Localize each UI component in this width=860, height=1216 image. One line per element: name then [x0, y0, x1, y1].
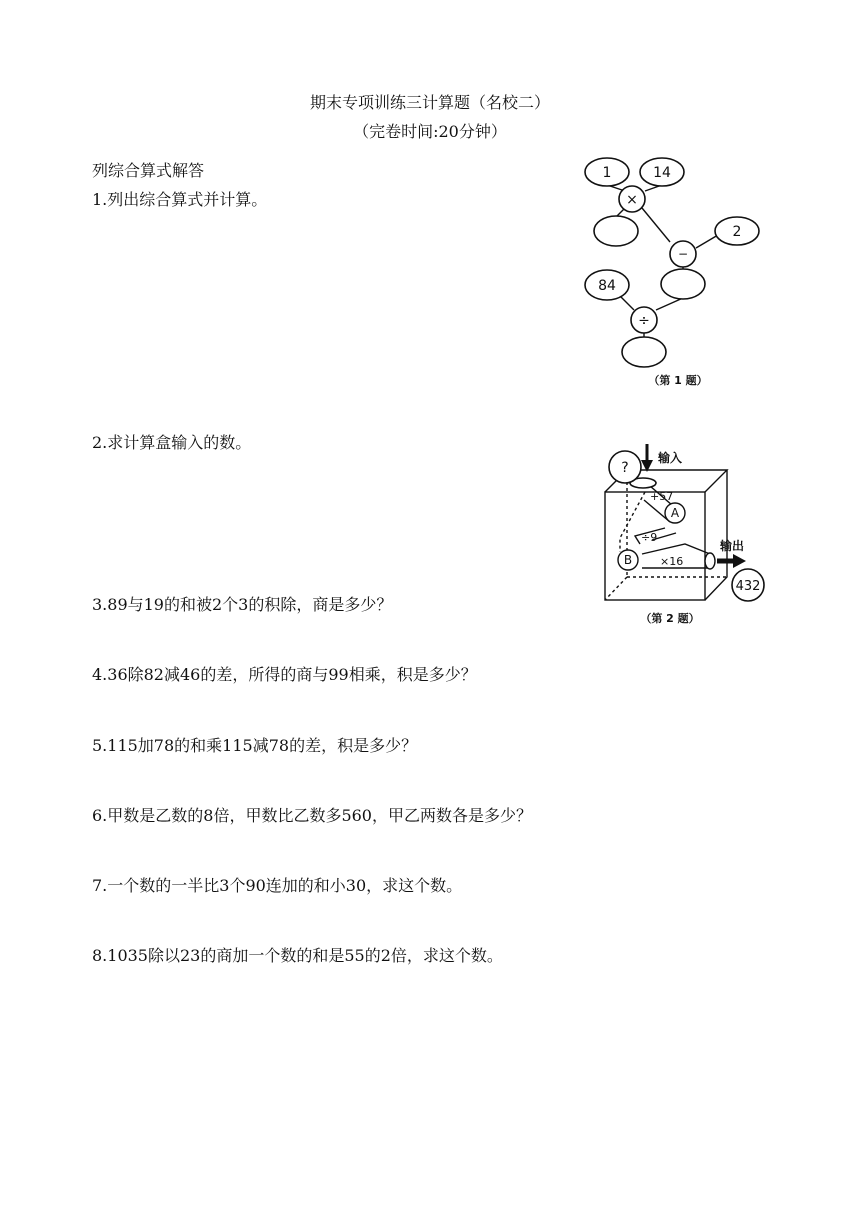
section-heading: 列综合算式解答	[92, 161, 205, 180]
node-a-label: A	[670, 506, 680, 520]
figure-1-caption: （第 1 题）	[648, 374, 708, 387]
unknown-input-label: ?	[621, 460, 629, 476]
question-5: 5.115加78的和乘115减78的差，积是多少？	[92, 736, 418, 755]
page-title: 期末专项训练三计算题（名校二）	[309, 93, 550, 112]
question-1: 1.列出综合算式并计算。	[92, 190, 268, 209]
minus-symbol: −	[677, 247, 689, 261]
answer-blank-2	[661, 269, 705, 299]
figure-2-caption: （第 2 题）	[640, 612, 700, 625]
output-value: 432	[735, 579, 761, 594]
answer-blank-3	[622, 337, 666, 367]
figure-2-diagram	[600, 440, 785, 630]
divide-9-label: ÷9	[641, 531, 658, 544]
question-2: 2.求计算盒输入的数。	[92, 433, 252, 452]
label-2: 2	[732, 224, 742, 240]
label-1: 1	[602, 165, 612, 181]
input-label: 输入	[658, 451, 683, 465]
add-57-label: +57	[650, 490, 674, 503]
question-8: 8.1035除以23的商加一个数的和是55的2倍，求这个数。	[92, 946, 503, 965]
output-label: 输出	[720, 539, 745, 553]
page-subtitle: （完卷时间:20分钟）	[353, 122, 507, 141]
answer-blank-1	[594, 216, 638, 246]
multiply-symbol: ×	[626, 192, 638, 208]
divide-symbol: ÷	[638, 313, 650, 329]
question-7: 7.一个数的一半比3个90连加的和小30，求这个数。	[92, 876, 463, 895]
multiply-16-label: ×16	[660, 555, 684, 568]
question-4: 4.36除82减46的差，所得的商与99相乘，积是多少？	[92, 665, 477, 684]
figure-1-diagram	[570, 150, 770, 395]
node-b-label: B	[623, 553, 633, 567]
label-84: 84	[598, 278, 616, 294]
question-6: 6.甲数是乙数的8倍，甲数比乙数多560，甲乙两数各是多少？	[92, 806, 532, 825]
label-14: 14	[653, 165, 671, 181]
question-3: 3.89与19的和被2个3的积除，商是多少？	[92, 595, 393, 614]
